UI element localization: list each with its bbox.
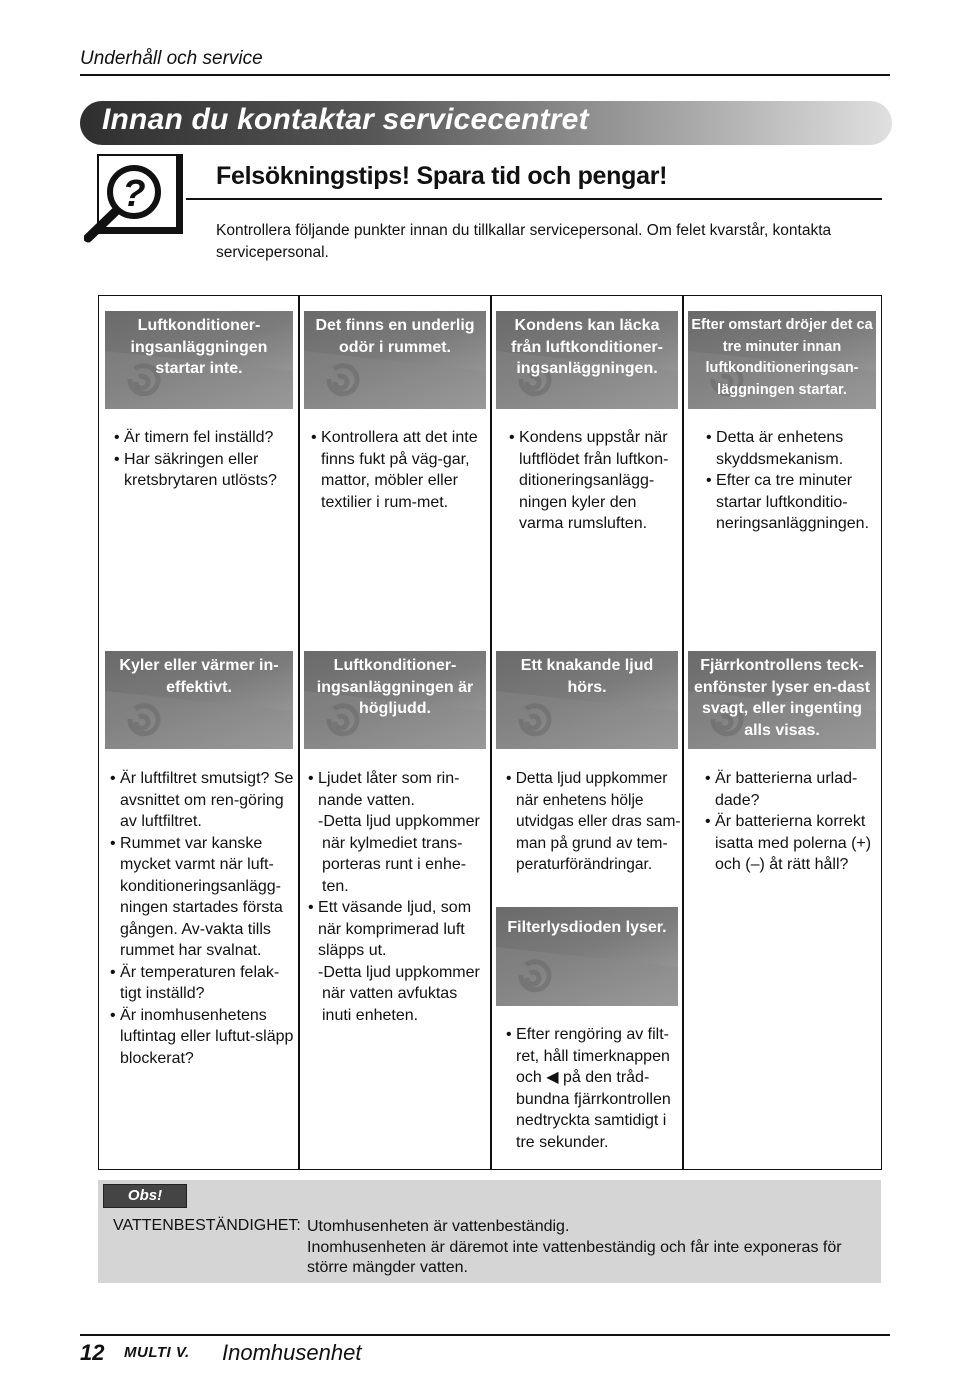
- symptom-title: Det finns en underlig odör i rummet.: [315, 317, 475, 356]
- note-text: [307, 1217, 867, 1279]
- check-item: • Har säkringen eller kretsbrytaren utlösts?: [114, 450, 277, 489]
- page-number: 12: [80, 1340, 105, 1365]
- cell-body: [506, 1024, 684, 1153]
- symptom-title: Efter omstart dröjer det ca tre minuter innan luftkonditioneringsan-läggningen startar.: [691, 317, 873, 398]
- check-item: • Är inomhusenhetens luftintag eller luftut-släpp blockerat?: [110, 1006, 294, 1067]
- cell-body: [308, 768, 488, 1026]
- intro-text: Kontrollera följande punkter innan du tillkallar servicepersonal. Om felet kvarstår, kontakta servicepersonal.: [216, 222, 832, 261]
- symptom-title: Kyler eller värmer in-effektivt.: [119, 657, 279, 696]
- cell-body: [706, 427, 882, 535]
- check-item: • Rummet var kanske mycket varmt när luft-konditioneringsanlägg-ningen startades första gången. Av-vakta tills rummet har svalnat.: [110, 834, 283, 959]
- magnifier-question-icon: [84, 154, 184, 244]
- top-rule: [80, 74, 890, 76]
- check-item: • Ljudet låter som rin-nande vatten.: [308, 770, 460, 809]
- note-tag: Obs!: [103, 1184, 187, 1208]
- symptom-title: Filterlysdioden lyser.: [507, 919, 667, 936]
- check-item: • Är timern fel inställd?: [114, 429, 274, 446]
- note-line: Inomhusenheten är däremot inte vattenbeständig och får inte exponeras för större mängder vatten.: [307, 1238, 842, 1276]
- tips-title: Felsökningstips! Spara tid och pengar!: [216, 162, 668, 190]
- check-item: • Kontrollera att det inte finns fukt på väg-gar, mattor, möbler eller textilier i rum-met.: [311, 429, 478, 511]
- symptom-header: [105, 651, 293, 749]
- symptom-title: Fjärrkontrollens teck-enfönster lyser en-dast svagt, eller ingenting alls visas.: [693, 657, 871, 739]
- cell-body: [114, 427, 292, 492]
- cell-body: [705, 768, 881, 876]
- symptom-header: [304, 651, 486, 749]
- symptom-header: [304, 311, 486, 409]
- check-item: • Är batterierna urlad-dade?: [705, 770, 858, 809]
- page-banner: [80, 101, 892, 145]
- check-item: • Ett väsande ljud, som när komprimerad luft släpps ut.: [308, 899, 472, 959]
- note-line: Utomhusenheten är vattenbeständig.: [307, 1218, 570, 1235]
- section-label: Underhåll och service: [80, 48, 263, 69]
- symptom-header: [496, 907, 678, 1006]
- symptom-title: Ett knakande ljud hörs.: [520, 657, 654, 696]
- symptom-header: [105, 311, 293, 409]
- troubleshooting-grid: [98, 295, 882, 1170]
- brand-logo: MULTI V.: [124, 1344, 190, 1361]
- check-item: • Efter ca tre minuter startar luftkonditio-neringsanläggningen.: [706, 472, 870, 532]
- check-subitem: -Detta ljud uppkommer när kylmediet trans-porteras runt i enhe-ten.: [318, 813, 480, 895]
- symptom-header: [496, 651, 678, 749]
- symptom-header: [688, 651, 876, 749]
- cell-body: [110, 768, 294, 1069]
- cell-body: [509, 427, 679, 535]
- check-item: • Detta ljud uppkommer när enhetens hölje utvidgas eller dras sam-man på grund av tem-peraturförändringar.: [506, 770, 681, 873]
- cell-body: [506, 768, 684, 876]
- cell-body: [311, 427, 487, 513]
- symptom-title: Luftkonditioner-ingsanläggningen är högljudd.: [316, 657, 474, 717]
- svg-text:?: ?: [122, 173, 146, 215]
- symptom-title: Luftkonditioner-ingsanläggningen startar inte.: [130, 317, 268, 377]
- symptom-header: [496, 311, 678, 409]
- note-label: VATTENBESTÄNDIGHET:: [113, 1217, 301, 1234]
- check-item: • Kondens uppstår när luftflödet från luftkon-ditioneringsanlägg-ningen kyler den varma rumsluften.: [509, 429, 669, 532]
- check-item: • Efter rengöring av filt-ret, håll timerknappen och ◀ på den tråd-bundna fjärrkontrollen nedtryckta samtidigt i tre sekunder.: [506, 1026, 671, 1151]
- symptom-title: Kondens kan läcka från luftkonditioner-ingsanläggningen.: [511, 317, 663, 377]
- column-divider: [298, 296, 300, 1169]
- column-divider: [490, 296, 492, 1169]
- tips-rule: [186, 198, 882, 200]
- check-item: • Är temperaturen felak-tigt inställd?: [110, 963, 280, 1002]
- banner-title: Innan du kontaktar servicecentret: [102, 103, 589, 136]
- check-item: • Är luftfiltret smutsigt? Se avsnittet om ren-göring av luftfiltret.: [110, 770, 294, 830]
- symptom-header: [688, 311, 876, 409]
- check-subitem: -Detta ljud uppkommer när vatten avfuktas inuti enheten.: [318, 963, 480, 1024]
- footer-text: Inomhusenhet: [222, 1340, 362, 1365]
- check-item: • Detta är enhetens skyddsmekanism.: [706, 429, 844, 468]
- bottom-rule: [80, 1334, 890, 1336]
- check-item: • Är batterierna korrekt isatta med polerna (+) och (–) åt rätt håll?: [705, 813, 872, 873]
